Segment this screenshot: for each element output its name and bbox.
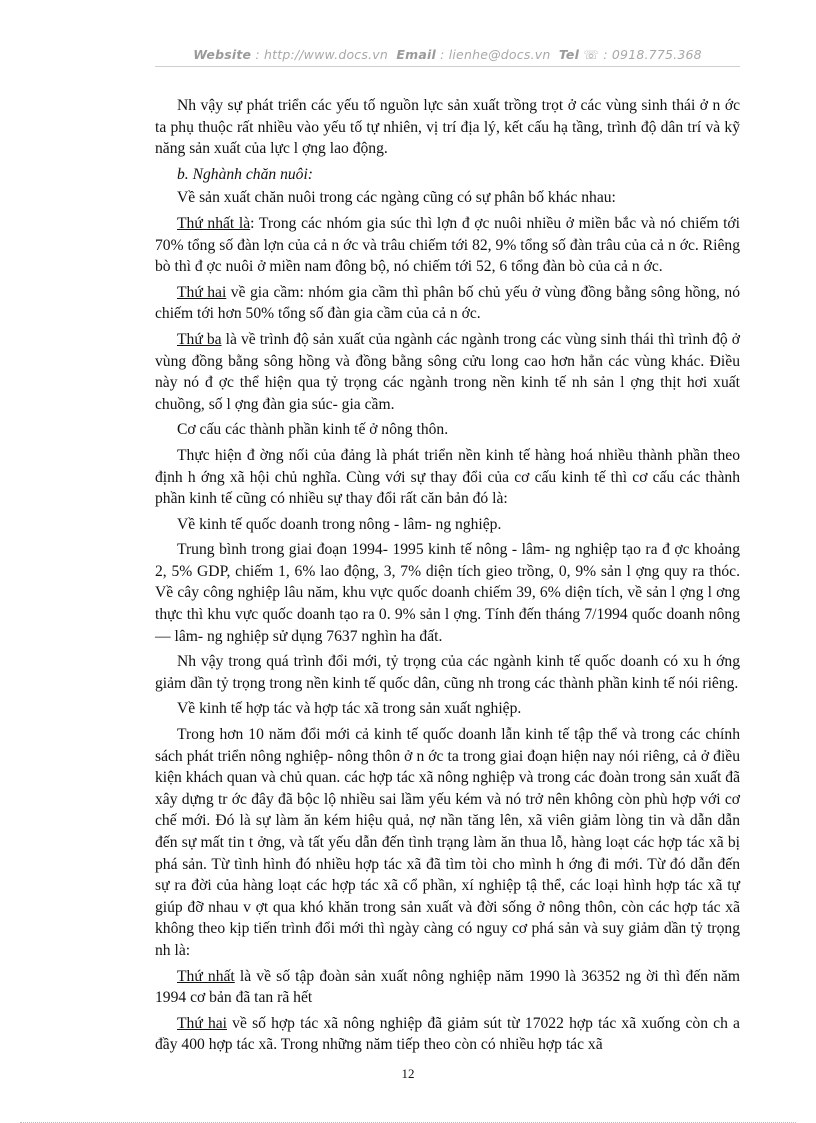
paragraph: Cơ cấu các thành phần kinh tế ở nông thôn. (177, 421, 449, 439)
paragraph-text: về gia cầm: nhóm gia cầm thì phân bố chủ yếu ở vùng đồng bằng sông hồng, nó chiếm tới hơn 50% tổng số đàn gia cầm của cả n ớc. (155, 283, 740, 323)
paragraph-label: Thứ hai (177, 1014, 227, 1032)
paragraph-text: về số hợp tác xã nông nghiệp đã giảm sút từ 17022 hợp tác xã xuống còn ch a đầy 400 hợp tác xã. Trong những năm tiếp theo còn có nhiều hợp tác xã (155, 1014, 740, 1054)
header-divider (155, 66, 740, 67)
paragraph: Trong hơn 10 năm đổi mới cả kinh tế quốc doanh lẫn kinh tế tập thể và trong các chính sách phát triển nông nghiệp- nông thôn ở n ớc ta trong giai đoạn hiện nay nói riêng, cả ở điều kiện khách quan và chủ quan. các hợp tác xã nông nghiệp và trong các đoàn trong sản xuất đã xây dựng tr ớc đây đã bộc lộ nhiều sai lầm yếu kém và nó trở nên không còn phù hợp với cơ chế mới. Đó là sự làm ăn kém hiệu quả, nợ nần tăng lên, xã viên giảm lòng tin và dẫn dẫn đến sự mất tin t ởng, và tất yếu dẫn đến tình trạng làm ăn thua lỗ, hàng loạt các hợp tác xã bị phá sản. Từ tình hình đó nhiều hợp tác xã đã tìm tòi cho mình h ớng đi mới. Từ đó dẫn đến sự ra đời của hàng loạt các hợp tác xã cổ phần, xí nghiệp tậ thể, các loại hình hợp tác xã tự giúp đỡ nhau v ợt qua khó khăn trong sản xuất và đời sống ở nông thôn, còn các hợp tác xã không theo kịp tiến trình đổi mới thì ngày càng có nguy cơ phá sản và suy giảm dần tỷ trọng nh là: (155, 726, 741, 959)
paragraph: Về kinh tế quốc doanh trong nông - lâm- ng nghiệp. (177, 515, 502, 533)
paragraph-label: Thứ nhất (177, 967, 235, 985)
paragraph: Thực hiện đ ờng nối của đảng là phát triển nền kinh tế hàng hoá nhiều thành phần theo định h ớng xã hội chủ nghĩa. Cùng với sự thay đổi của cơ cấu kinh tế thì cơ cấu các thành phần kinh tế cũng có nhiều sự thay đổi rất căn bản đó là: (155, 446, 740, 508)
paragraph (155, 1013, 740, 1056)
tel-label: Tel (558, 47, 580, 62)
paragraph: Nh vậy trong quá trình đổi mới, tỷ trọng của các ngành kinh tế quốc doanh có xu h ớng giảm dần tỷ trọng trong nền kinh tế quốc dân, cũng nh trong các thành phần kinh tế nói riêng. (155, 653, 740, 692)
paragraph-label: Thứ hai (177, 283, 227, 301)
paragraph-label: Thứ ba (177, 330, 222, 348)
paragraph (155, 282, 740, 325)
document-body (155, 95, 740, 1060)
paragraph (155, 213, 740, 278)
paragraph: Về kinh tế hợp tác và hợp tác xã trong sản xuất nghiệp. (177, 700, 522, 718)
paragraph: Về sản xuất chăn nuôi trong các ngàng cũng có sự phân bố khác nhau: (177, 189, 616, 207)
email-label: Email (396, 47, 436, 62)
paragraph: Trung bình trong giai đoạn 1994- 1995 kinh tế nông - lâm- ng nghiệp tạo ra đ ợc khoảng 2, 5% GDP, chiếm 1, 6% lao động, 3, 7% diện tích gieo trồng, 0, 9% sản l ợng quy ra thóc. Về cây công nghiệp lâu năm, khu vực quốc doanh chiếm 39, 6% diện tích, về sản l ợng l ơng thực thì khu vực quốc doanh tạo ra 0. 9% sản l ợng. Tính đến tháng 7/1994 quốc doanh nông — lâm- ng nghiệp sử dụng 7637 nghìn ha đất. (155, 541, 740, 645)
paragraph (155, 329, 740, 415)
paragraph-text: là về số tập đoàn sản xuất nông nghiệp năm 1990 là 36352 ng ời thì đến năm 1994 cơ bản đã tan rã hết (155, 967, 740, 1007)
paragraph (155, 966, 740, 1009)
paragraph-label: Thứ nhất là (177, 214, 251, 232)
paragraph-text: : Trong các nhóm gia súc thì lợn đ ợc nuôi nhiều ở miền bắc và nó chiếm tới 70% tổng số đàn lợn của cả n ớc và trâu chiếm tới 82, 9% tổng số đàn trâu của cả n ớc. Riêng bò thì đ ợc nuôi ở miền nam đông bộ, nó chiếm tới 52, 6 tổng đàn bò của cả n ớc. (155, 214, 741, 276)
section-heading: b. Nghành chăn nuôi: (177, 165, 314, 183)
tel-value: : 0918.775.368 (603, 47, 702, 62)
paragraph: Nh vậy sự phát triển các yếu tố nguồn lực sản xuất trồng trọt ở các vùng sinh thái ở n ớc ta phụ thuộc rất nhiều vào yếu tố tự nhiên, vị trí địa lý, kết cấu hạ tầng, trình độ dân trí và kỹ năng sản xuất của lực l ợng lao động. (155, 97, 740, 158)
phone-icon: ☏ (583, 47, 600, 62)
website-value: : http://www.docs.vn (255, 47, 388, 62)
page-header (155, 47, 740, 62)
website-label: Website (193, 47, 252, 62)
paragraph-text: là về trình độ sản xuất của ngành các ngành trong các vùng sinh thái thì trình độ ở vùng đồng bằng sông hồng và đồng bằng sông cửu long cao hơn hẳn các vùng khác. Điều này nó đ ợc thể hiện qua tỷ trọng các ngành trong nền kinh tế nh sản l ợng thịt hơi xuất chuồng, số l ợng đàn gia súc- gia cầm. (155, 330, 741, 413)
page-number: 12 (401, 1066, 415, 1081)
email-value: : lienhe@docs.vn (440, 47, 551, 62)
